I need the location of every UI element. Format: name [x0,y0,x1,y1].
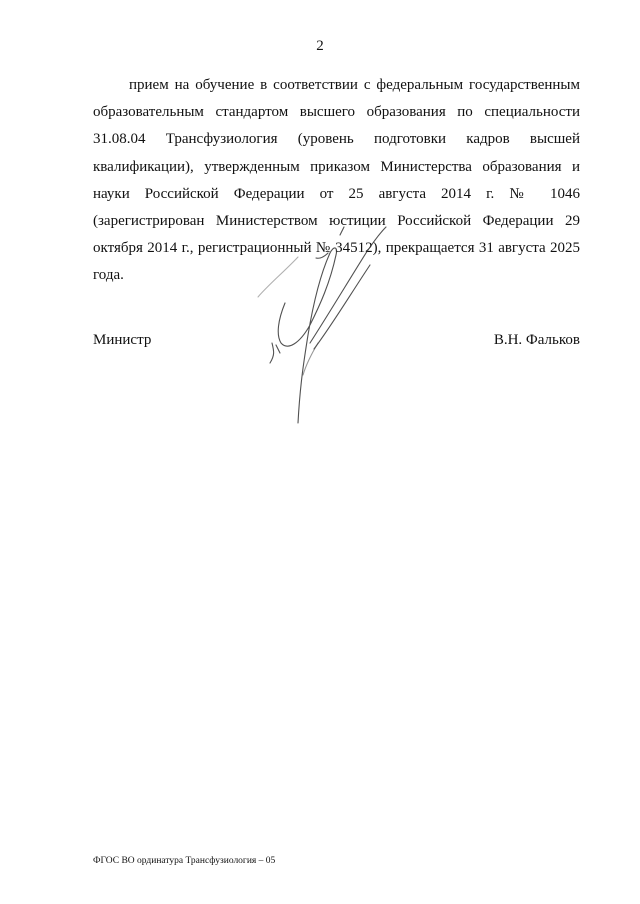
signatory-title: Министр [93,332,152,348]
document-footer-code: ФГОС ВО ординатура Трансфузиология – 05 [93,856,276,866]
page-number: 2 [316,38,324,54]
signatory-name: В.Н. Фальков [493,332,580,348]
body-paragraph: прием на обучение в соответствии с федеральным государственным образовательным стандартом высшего образования по специальности 31.08.04 Трансфузиология (уровень подготовки кадров высшей квалификации), утвержденным приказом Министерства образования и науки Российской Федерации от 25 августа 2014 г. № 1046 (зарегистрирован Министерством юстиции Российской Федерации 29 октября 2014 г., регистрационный № 34512), прекращается 31 августа 2025 года. [93,77,580,284]
